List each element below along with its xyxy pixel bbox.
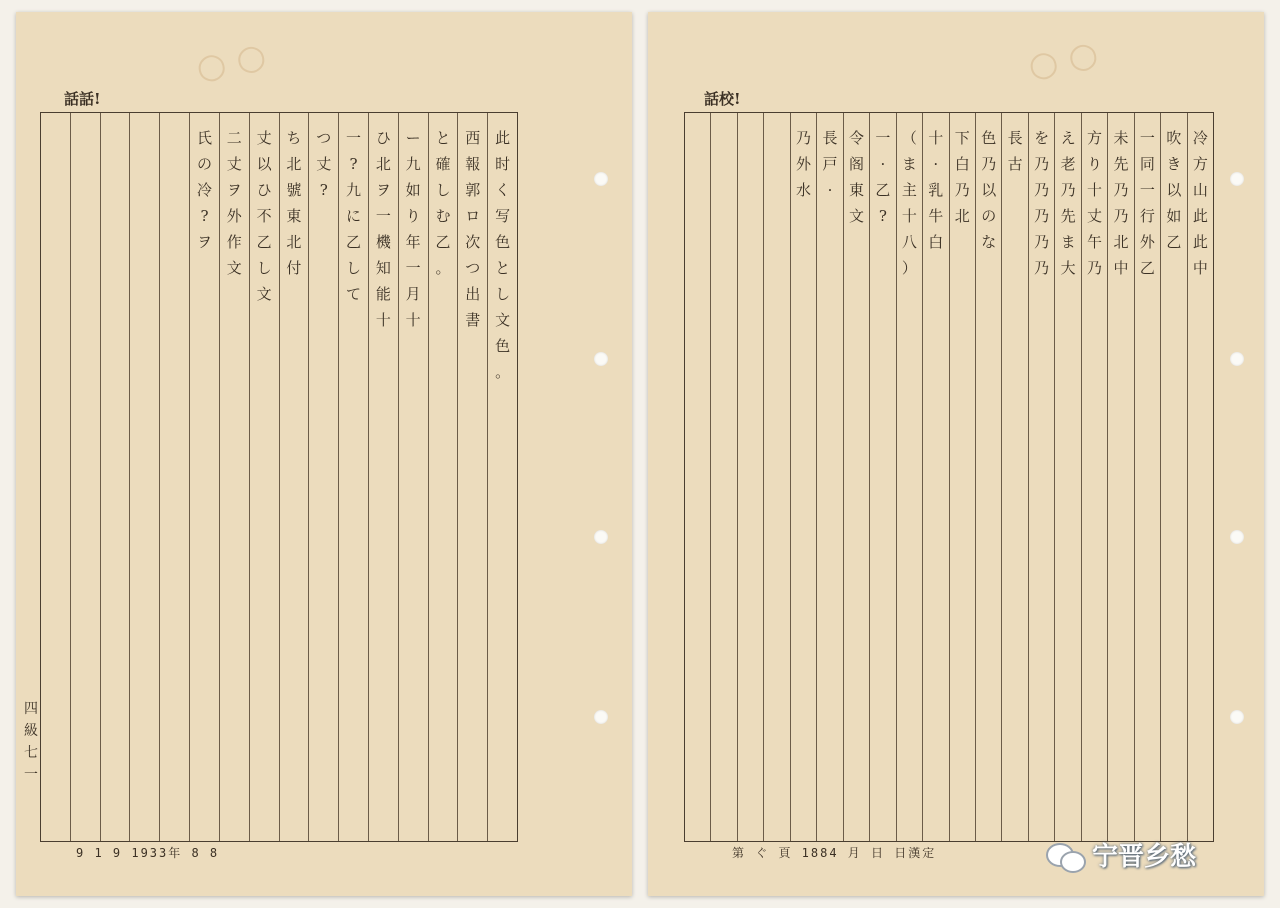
text-column bbox=[869, 113, 895, 841]
text-column bbox=[710, 113, 736, 841]
column-text: ち 北 號 東 北 付 bbox=[286, 129, 302, 277]
faint-stamp: ○ ○ bbox=[1024, 33, 1102, 87]
faint-stamp: ○ ○ bbox=[192, 35, 270, 89]
text-column bbox=[763, 113, 789, 841]
column-text: 西 報 郭 ロ 次 つ 出 書 bbox=[465, 129, 481, 329]
column-text: ー 九 如 り 年 一 月 十 bbox=[405, 129, 421, 329]
text-column bbox=[1107, 113, 1133, 841]
text-column bbox=[1054, 113, 1080, 841]
page-footer: 9 1 9 1933年 8 8 bbox=[76, 846, 220, 860]
column-text: 二 丈 ヲ 外 作 文 bbox=[226, 129, 242, 277]
column-text: つ 丈 ? bbox=[316, 129, 332, 199]
text-column bbox=[843, 113, 869, 841]
text-column bbox=[219, 113, 249, 841]
punch-hole bbox=[594, 530, 608, 544]
page-footer: 第 ぐ 頁 1884 月 日 日漢定 bbox=[732, 846, 937, 860]
punch-hole bbox=[594, 352, 608, 366]
column-text: 吹 き 以 如 乙 bbox=[1166, 129, 1182, 251]
column-text: 冷 方 山 此 此 中 bbox=[1192, 129, 1208, 277]
text-column bbox=[685, 113, 710, 841]
manuscript-page-right bbox=[648, 12, 1264, 896]
column-text: 十 · 乳 牛 白 bbox=[928, 129, 944, 251]
manuscript-page-left bbox=[16, 12, 632, 896]
text-column bbox=[70, 113, 100, 841]
punch-hole bbox=[1230, 352, 1244, 366]
text-column bbox=[189, 113, 219, 841]
page-header: 話校! bbox=[704, 90, 741, 108]
chat-bubbles-icon bbox=[1046, 839, 1086, 869]
punch-hole bbox=[594, 172, 608, 186]
text-column bbox=[1134, 113, 1160, 841]
text-column bbox=[279, 113, 309, 841]
text-column bbox=[896, 113, 922, 841]
text-column bbox=[368, 113, 398, 841]
column-text: 長 古 bbox=[1007, 129, 1023, 173]
text-column bbox=[922, 113, 948, 841]
column-text: 乃 外 水 bbox=[796, 129, 812, 199]
text-column bbox=[1081, 113, 1107, 841]
text-column bbox=[249, 113, 279, 841]
column-text: 一 ? 九 に 乙 し て bbox=[346, 129, 362, 303]
column-text: 下 白 乃 北 bbox=[954, 129, 970, 225]
watermark-text: 宁晋乡愁 bbox=[1092, 841, 1197, 872]
punch-hole bbox=[1230, 530, 1244, 544]
text-column bbox=[338, 113, 368, 841]
text-column bbox=[159, 113, 189, 841]
text-column bbox=[975, 113, 1001, 841]
watermark bbox=[1046, 832, 1242, 876]
text-column bbox=[949, 113, 975, 841]
column-text: 丈 以 ひ 不 乙 し 文 bbox=[256, 129, 272, 303]
column-text: 此 时 く 写 色 と し 文 色 。 bbox=[495, 129, 511, 381]
text-column bbox=[1187, 113, 1213, 841]
column-text: 方 り 十 丈 午 乃 bbox=[1087, 129, 1103, 277]
manuscript-grid bbox=[684, 112, 1214, 842]
text-column bbox=[428, 113, 458, 841]
side-note: 四 級 七 一 bbox=[24, 701, 38, 783]
text-column bbox=[737, 113, 763, 841]
column-text: 令 阁 東 文 bbox=[848, 129, 864, 225]
page-header: 話話! bbox=[64, 90, 101, 108]
punch-hole bbox=[1230, 710, 1244, 724]
punch-hole bbox=[594, 710, 608, 724]
column-text: 氏 の 冷 ? ヲ bbox=[196, 129, 212, 251]
text-column bbox=[308, 113, 338, 841]
text-column bbox=[457, 113, 487, 841]
punch-hole bbox=[1230, 172, 1244, 186]
text-column bbox=[100, 113, 130, 841]
text-column bbox=[129, 113, 159, 841]
column-text: を 乃 乃 乃 乃 乃 bbox=[1034, 129, 1050, 277]
text-column bbox=[398, 113, 428, 841]
text-column bbox=[1001, 113, 1027, 841]
column-text: 色 乃 以 の な bbox=[981, 129, 997, 251]
column-text: 未 先 乃 乃 北 中 bbox=[1113, 129, 1129, 277]
column-text: 一 同 一 行 外 乙 bbox=[1139, 129, 1155, 277]
text-column bbox=[816, 113, 842, 841]
text-column bbox=[1160, 113, 1186, 841]
column-text: （ ま 主 十 八 ） bbox=[901, 129, 917, 277]
manuscript-grid bbox=[40, 112, 518, 842]
column-text: え 老 乃 先 ま 大 bbox=[1060, 129, 1076, 277]
text-column bbox=[1028, 113, 1054, 841]
column-text: ひ 北 ヲ 一 機 知 能 十 bbox=[375, 129, 391, 329]
column-text: 長 戸 · bbox=[822, 129, 838, 199]
column-text: と 確 し む 乙 。 bbox=[435, 129, 451, 277]
text-column bbox=[41, 113, 70, 841]
text-column bbox=[487, 113, 517, 841]
text-column bbox=[790, 113, 816, 841]
column-text: 一 · 乙 ? bbox=[875, 129, 891, 225]
